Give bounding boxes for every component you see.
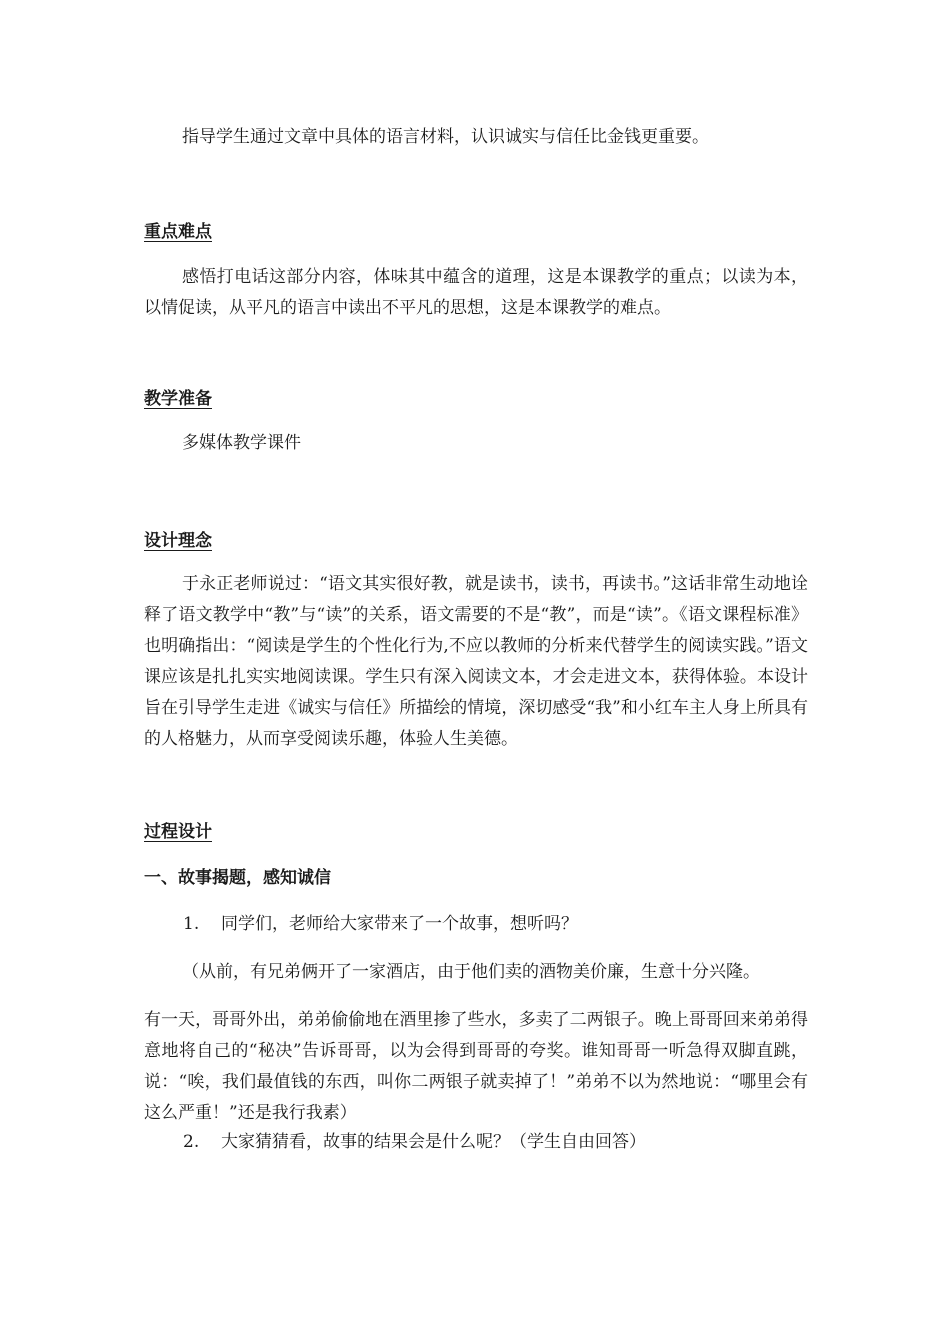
list-item-2 — [183, 1127, 808, 1158]
process-heading: 过程设计 — [144, 822, 212, 842]
story-opening-line: （从前，有兄弟俩开了一家酒店，由于他们卖的酒物美价廉，生意十分兴隆。 — [182, 962, 760, 982]
design-concept-paragraph: 于永正老师说过：“语文其实很好教，就是读书，读书，再读书。”这话非常生动地诠释了语文教学中“教”与“读”的关系，语文需要的不是“教”，而是“读”。《语文课程标准》也明确指出：“阅读是学生的个性化行为,不应以教师的分析来代替学生的阅读实践。”语文课应该是扎扎实实地阅读课。学生只有深入阅读文本，才会走进文本，获得体验。本设计旨在引导学生走进《诚实与信任》所描绘的情境，深切感受“我”和小红车主人身上所具有的人格魅力，从而享受阅读乐趣，体验人生美德。 — [144, 574, 808, 749]
list-item-2-number: 2. — [183, 1132, 200, 1152]
preparation-heading: 教学准备 — [144, 389, 212, 409]
preparation-paragraph: 多媒体教学课件 — [182, 433, 301, 453]
story-paragraph: 有一天，哥哥外出，弟弟偷偷地在酒里掺了些水，多卖了二两银子。晚上哥哥回来弟弟得意地将自己的“秘决”告诉哥哥，以为会得到哥哥的夸奖。谁知哥哥一听急得双脚直跳，说：“唉，我们最值钱的东西，叫你二两银子就卖掉了！”弟弟不以为然地说：“哪里会有这么严重！”还是我行我素） — [144, 1010, 808, 1123]
key-points-heading: 重点难点 — [144, 222, 212, 242]
part-one-title: 一、故事揭题，感知诚信 — [144, 868, 331, 888]
teaching-goal-paragraph: 指导学生通过文章中具体的语言材料，认识诚实与信任比金钱更重要。 — [182, 127, 709, 147]
list-item-1-number: 1. — [183, 914, 200, 934]
list-item-1-text: 同学们，老师给大家带来了一个故事，想听吗？ — [221, 914, 578, 934]
list-item-1 — [183, 909, 808, 940]
list-item-2-text: 大家猜猜看，故事的结果会是什么呢？（学生自由回答） — [221, 1132, 646, 1152]
key-points-paragraph: 感悟打电话这部分内容，体味其中蕴含的道理，这是本课教学的重点；以读为本，以情促读，从平凡的语言中读出不平凡的思想，这是本课教学的难点。 — [144, 267, 808, 318]
design-concept-heading: 设计理念 — [144, 531, 212, 551]
